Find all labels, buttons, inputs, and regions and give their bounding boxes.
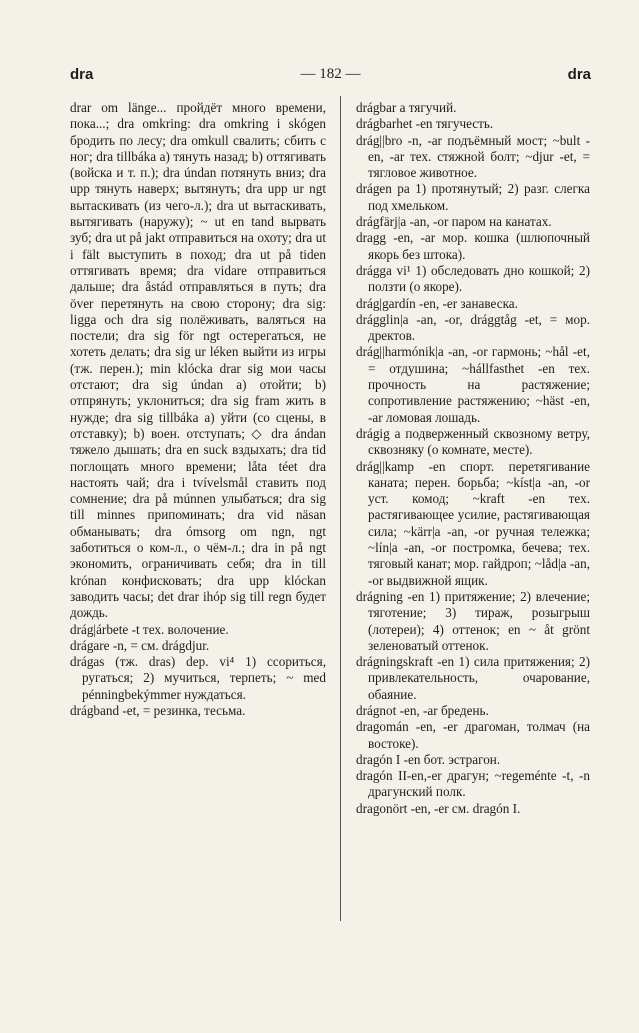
- page-number: — 182 —: [300, 66, 361, 82]
- dictionary-entry: dragonört -en, -er см. dragón I.: [356, 800, 521, 816]
- dictionary-entry: drág||harmónik|a -an, -or гармонь; ~hål -et, = отдушина; ~hállfasthet -en тех. прочность на растяжение; сопротивление растяжению; ~häst -en, -ar ломовая лошадь.: [356, 344, 590, 425]
- dictionary-entry: drágglin|a -an, -or, drággtåg -et, = мор. дректов.: [356, 311, 590, 344]
- dictionary-entry: drágnot -en, -ar бредень.: [356, 702, 489, 718]
- dictionary-entry: dragón II-en,-er драгун; ~regeménte -t, -n драгунский полк.: [356, 768, 590, 800]
- dictionary-entry: drágen pa 1) протянутый; 2) разг. слегка под хмельком.: [356, 181, 590, 213]
- dictionary-entry: drágband -et, = резинка, тесьма.: [70, 702, 246, 718]
- dictionary-entry: dragomán -en, -er драгоман, толмач (на востоке).: [356, 719, 590, 751]
- dictionary-entry: drágig a подверженный сквозному ветру, сквозняку (о комнате, месте).: [356, 425, 590, 458]
- dictionary-entry: drágbarhet -en тягучесть.: [356, 116, 494, 132]
- running-head-left: dra: [70, 66, 94, 83]
- dictionary-entry: drágas (тж. dras) dep. vi⁴ 1) ссориться, ругаться; 2) мучиться, терпеть; ~ med pénningbekýmmer нуждаться.: [70, 654, 326, 702]
- page-header: [70, 66, 591, 86]
- left-column: [70, 100, 326, 719]
- dictionary-entry: drág||kamp -en спорт. перетягивание каната; перен. борьба; ~kíst|a -an, -or уст. комод; ~kraft -en тех. растягивающее усилие, растягивающая сила; ~kärr|a -an, -or ручная тележка; ~lín|a -an, -or постромка, бечева; тех. тяговый канат; мор. гайдроп; ~låd|a -an, -or выдвижной ящик.: [356, 458, 590, 588]
- dictionary-entry: drágare -n, = см. drágdjur.: [70, 637, 210, 653]
- dictionary-entry: dragg -en, -ar мор. кошка (шлюпочный якорь без штока).: [356, 230, 590, 262]
- dictionary-entry: drág|árbete -t тех. волочение.: [70, 621, 229, 637]
- dictionary-entry: drágning -en 1) притяжение; 2) влечение; тяготение; 3) тираж, розыгрыш (лотереи); 4) оттенок; en ~ åt grönt зеленоватый оттенок.: [356, 588, 590, 653]
- dictionary-entry: drág|gardín -en, -er занавеска.: [356, 295, 518, 311]
- dictionary-entry: drágfärj|a -an, -or паром на канатах.: [356, 214, 552, 230]
- dictionary-entry: drágningskraft -en 1) сила притяжения; 2) привлекательность, очарование, обаяние.: [356, 654, 590, 702]
- right-column: [356, 100, 590, 817]
- dictionary-entry: drágbar a тягучий.: [356, 100, 457, 115]
- dictionary-entry: dragón I -en бот. эстрагон.: [356, 751, 501, 767]
- running-head-right: dra: [567, 66, 591, 83]
- column-divider: [340, 96, 341, 921]
- dictionary-entry: drar om länge... пройдёт много времени, пока...; dra omkring: dra omkring i skógen бродить по лесу; dra omkull свалить; сбить с ног; dra tillbáka а) тянуть назад; b) оттягивать (войска и т. п.); dra úndan потянуть вниз; dra upp тянуть наверх; вытянуть; dra upp ur ngt вытаскивать (из чего-л.); dra ut вытаскивать, вытягивать (наружу); ~ ut en tand вырвать зуб; dra ut på jakt отправиться на охоту; dra ut i fält выступить в поход; dra ut på tiden оттягивать время; dra vidare отправиться дальше; dra åstád отправляться в путь; dra över перетянуть на свою сторону; dra sig: ligga och dra sig полёживать, валяться на постели; dra sig för ngt остерегаться, не хотеть делать; dra sig ur léken выйти из игры (тж. перен.); min klócka drar sig мои часы отстают; dra sig úndan а) отойти; b) отпрянуть; уклониться; dra sig fram жить в нужде; dra sig tillbáka а) уйти (со сцены, в отставку); b) воен. отступать; ◇ dra ándan тяжело дышать; dra en suck вздыхать; dra tid поглощать много времени; låta téet dra настоять чай; dra i tvívelsmål ставить под сомнение; dra på múnnen улыбаться; dra sig till minnes припоминать; dra vid näsan обманывать; dra ómsorg om ngn, ngt заботиться о ком-л., о чём-л.; dra in på ngt экономить, ограничивать себя; dra in till krónan конфисковать; dra upp klóckan заводить часы; det drar ihóp sig till regn будет дождь.: [70, 100, 326, 621]
- dictionary-entry: drágga vi¹ 1) обследовать дно кошкой; 2) ползти (о якоре).: [356, 262, 590, 295]
- dictionary-entry: drág||bro -n, -ar подъёмный мост; ~bult -en, -ar тех. стяжной болт; ~djur -et, = тягловое животное.: [356, 132, 590, 181]
